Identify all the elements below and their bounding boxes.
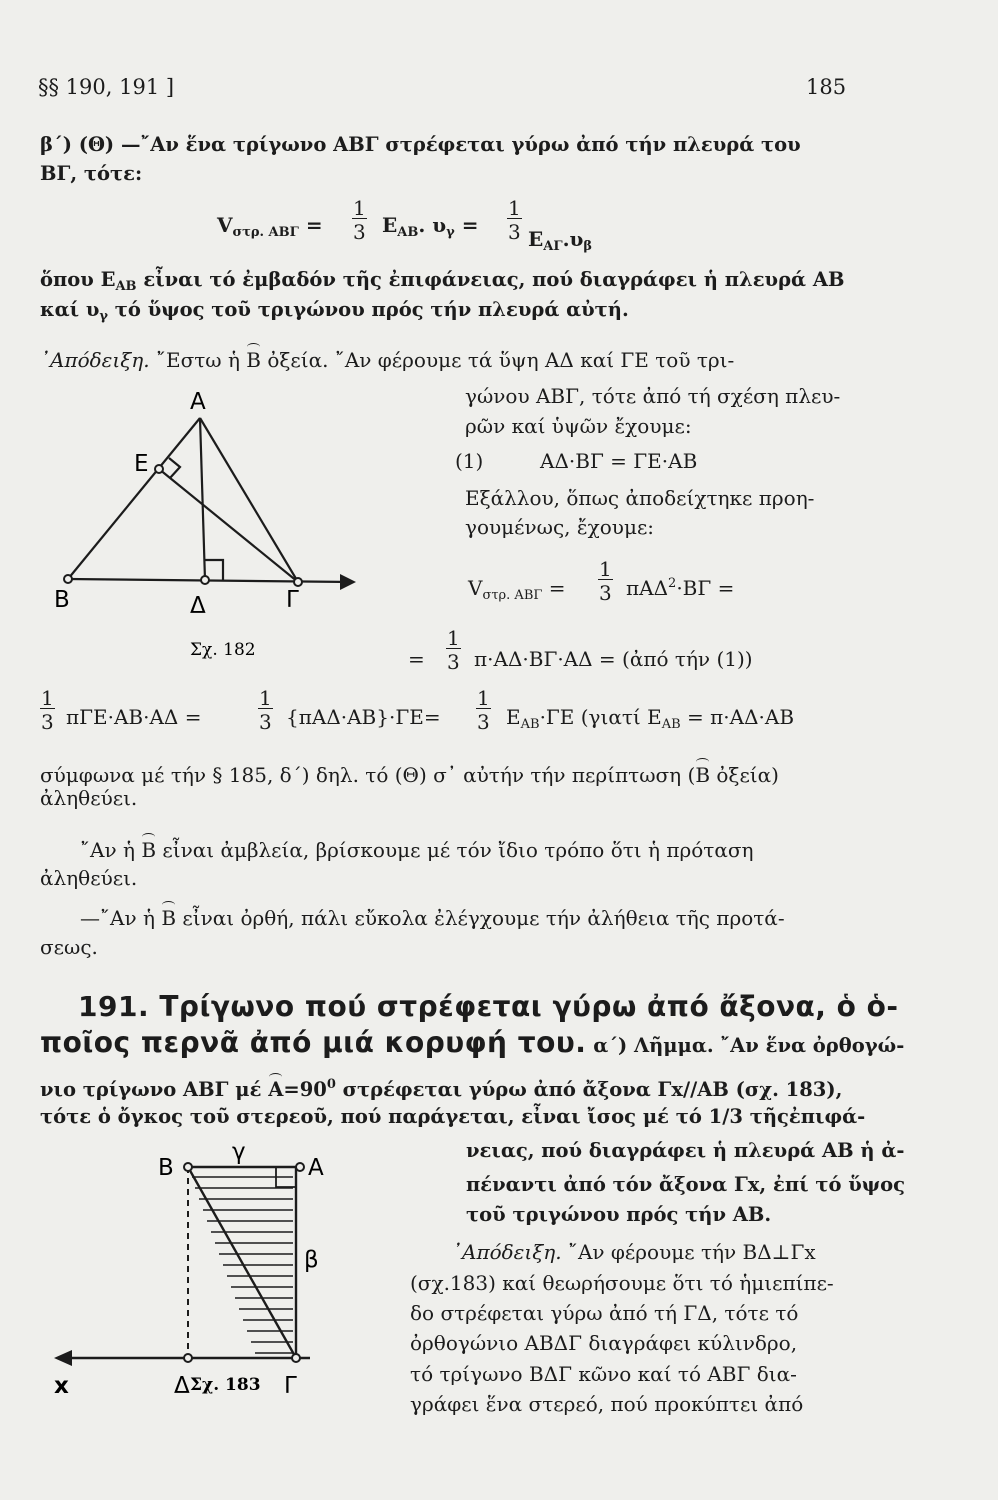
- proof2-line3: δο στρέφεται γύρω ἀπό τή ΓΔ, τότε τό: [410, 1301, 799, 1325]
- section-191-title-line2: ποῖος περνᾶ ἀπό μιά κορυφή του. α΄) Λῆμμα. ῎Αν ἕνα ὀρθογώ-: [40, 1026, 905, 1059]
- fraction-one-third: $\frac{1}{3}$: [353, 196, 366, 244]
- label-a: A: [308, 1155, 324, 1181]
- lemma-line5: νειας, πού διαγράφει ἡ πλευρά ΑΒ ἡ ἀ-: [466, 1139, 905, 1162]
- point-b: [64, 575, 72, 583]
- where-line1: ὅπου $E_{AB}$ εἶναι τό ἐμβαδόν τῆς ἐπιφάνειας, πού διαγράφει ἡ πλευρά ΑΒ: [40, 268, 845, 294]
- formula-term-eag: $E_{A\Gamma}.\upsilon_\beta$: [528, 227, 593, 254]
- formula3-eq: =: [408, 647, 425, 671]
- where-line2: καί $\upsilon_\gamma$ τό ὕψος τοῦ τριγώνου πρός τήν πλευρά αὐτή.: [40, 298, 629, 324]
- label-beta: β: [304, 1247, 319, 1273]
- label-d: Δ: [174, 1373, 190, 1399]
- fraction-one-third-6: $\frac{1}{3}$: [259, 686, 272, 734]
- label-e: E: [134, 451, 149, 477]
- label-a: A: [190, 389, 206, 415]
- figure-182: [30, 385, 370, 675]
- point-b: [184, 1163, 192, 1171]
- label-g: Γ: [286, 587, 299, 613]
- proof-line5: γουμένως, ἔχουμε:: [465, 515, 655, 539]
- proof-line4: Εξάλλου, ὅπως ἀποδείχτηκε προη-: [465, 486, 815, 510]
- formula4-term3: $E_{AB}\cdot\Gamma E$ (γιατί $E_{AB} = \pi\cdot A\Delta\cdot AB$: [506, 705, 795, 732]
- formula2-rhs: πΑΔ$^2$·ΒΓ =: [626, 576, 735, 600]
- lemma-line4: τότε ὁ ὄγκος τοῦ στερεοῦ, πού παράγεται, εἶναι ἴσος μέ τό 1/3 τῆςἐπιφά-: [40, 1105, 866, 1128]
- theorem-b-line2: ΒΓ, τότε:: [40, 162, 143, 185]
- formula-volume-lhs: $V_{\sigma\tau\rho. AB\Gamma}$ =: [217, 213, 323, 240]
- page-number: 185: [806, 75, 847, 99]
- formula4-term1: πΓΕ·ΑΒ·ΑΔ =: [66, 705, 202, 729]
- proof2-line5: τό τρίγωνο ΒΔΓ κῶνο καί τό ΑΒΓ δια-: [410, 1362, 797, 1386]
- fraction-one-third-3: $\frac{1}{3}$: [599, 557, 612, 605]
- formula2-lhs: $V_{\sigma\tau\rho. AB\Gamma}$ =: [468, 576, 566, 603]
- label-b: B: [158, 1155, 174, 1181]
- axis-x-arrowhead: [54, 1350, 72, 1366]
- proof2-line4: ὀρθογώνιο ΑΒΔΓ διαγράφει κύλινδρο,: [410, 1331, 798, 1355]
- label-gamma: γ: [232, 1145, 246, 1165]
- figure-183-caption: Σχ. 183: [190, 1375, 261, 1395]
- point-d: [184, 1354, 192, 1362]
- fraction-one-third-7: $\frac{1}{3}$: [477, 686, 490, 734]
- figure-182-caption: Σχ. 182: [190, 640, 256, 660]
- side-ab: [68, 418, 200, 579]
- lemma-line3: νιο τρίγωνο ΑΒΓ μέ $A=90^0$ στρέφεται γύρω ἀπό ἄξονα Γx//ΑΒ (σχ. 183),: [40, 1077, 843, 1101]
- proof-line3: ρῶν καί ὑψῶν ἔχουμε:: [465, 414, 692, 438]
- altitude-ge: [159, 469, 298, 582]
- proof2-line6: γράφει ἕνα στερεό, πού προκύπτει ἀπό: [410, 1392, 804, 1416]
- label-b: B: [54, 587, 70, 613]
- fraction-one-third-5: $\frac{1}{3}$: [41, 686, 54, 734]
- formula3-rhs: π·ΑΔ·ΒΓ·ΑΔ = (ἀπό τήν (1)): [474, 647, 753, 671]
- proof-line6: σύμφωνα μέ τήν § 185, δ΄) δηλ. τό (Θ) σ᾿ αὐτήν τήν περίπτωση (Β ὀξεία): [40, 763, 779, 787]
- right-angle-e: [169, 458, 180, 478]
- proof-line2: γώνου ΑΒΓ, τότε ἀπό τή σχέση πλευ-: [465, 384, 841, 408]
- label-x: x: [54, 1373, 69, 1399]
- proof-line11: σεως.: [40, 935, 98, 959]
- section-reference: §§ 190, 191 ]: [38, 75, 175, 99]
- proof2-line2: (σχ.183) καί θεωρήσουμε ὅτι τό ἡμιεπίπε-: [410, 1271, 834, 1295]
- lemma-line6: πέναντι ἀπό τόν ἄξονα Γx, ἐπί τό ὕψος: [466, 1173, 906, 1196]
- axis-arrowhead: [340, 574, 356, 590]
- proof-line8: ῎Αν ἡ Β εἶναι ἀμβλεία, βρίσκουμε μέ τόν ἴδιο τρόπο ὅτι ἡ πρόταση: [80, 838, 754, 862]
- proof2-line1: ᾿Απόδειξη. ῎Αν φέρουμε τήν ΒΔ⊥Γx: [452, 1240, 816, 1264]
- proof-line1: ᾿Απόδειξη. ῎Εστω ἡ Β ὀξεία. ῎Αν φέρουμε τά ὕψη ΑΔ καί ΓΕ τοῦ τρι-: [40, 348, 735, 372]
- theorem-b-line1: β΄) (Θ) —῎Αν ἕνα τρίγωνο ΑΒΓ στρέφεται γύρω ἀπό τήν πλευρά του: [40, 133, 801, 156]
- formula-term-eab: $E_{AB}$. $\upsilon_\gamma$ =: [382, 213, 479, 240]
- side-bg: [188, 1167, 296, 1358]
- equation-1: ΑΔ·ΒΓ = ΓΕ·ΑΒ: [540, 449, 698, 473]
- proof-line7: ἀληθεύει.: [40, 786, 138, 810]
- proof-line10: —῎Αν ἡ Β εἶναι ὀρθή, πάλι εὔκολα ἐλέγχουμε τήν ἀλήθεια τῆς προτά-: [80, 906, 785, 930]
- altitude-ad: [200, 418, 205, 580]
- label-d: Δ: [190, 593, 206, 619]
- formula4-term2: {πΑΔ·ΑΒ}·ΓΕ=: [286, 705, 441, 729]
- point-g: [294, 578, 302, 586]
- fraction-one-third-4: $\frac{1}{3}$: [447, 626, 460, 674]
- proof-line9: ἀληθεύει.: [40, 866, 138, 890]
- base-line: [68, 579, 352, 582]
- figure-183: [40, 1145, 370, 1405]
- point-g: [292, 1354, 300, 1362]
- point-e: [155, 465, 163, 473]
- point-d: [201, 576, 209, 584]
- label-g: Γ: [284, 1373, 297, 1399]
- section-191-title-line1: 191. Τρίγωνο πού στρέφεται γύρω ἀπό ἄξονα, ὁ ὁ-: [78, 990, 899, 1023]
- point-a: [296, 1163, 304, 1171]
- equation-1-number: (1): [455, 449, 484, 473]
- lemma-line7: τοῦ τριγώνου πρός τήν ΑΒ.: [466, 1203, 772, 1226]
- fraction-one-third-2: $\frac{1}{3}$: [508, 196, 521, 244]
- side-ag: [200, 418, 298, 582]
